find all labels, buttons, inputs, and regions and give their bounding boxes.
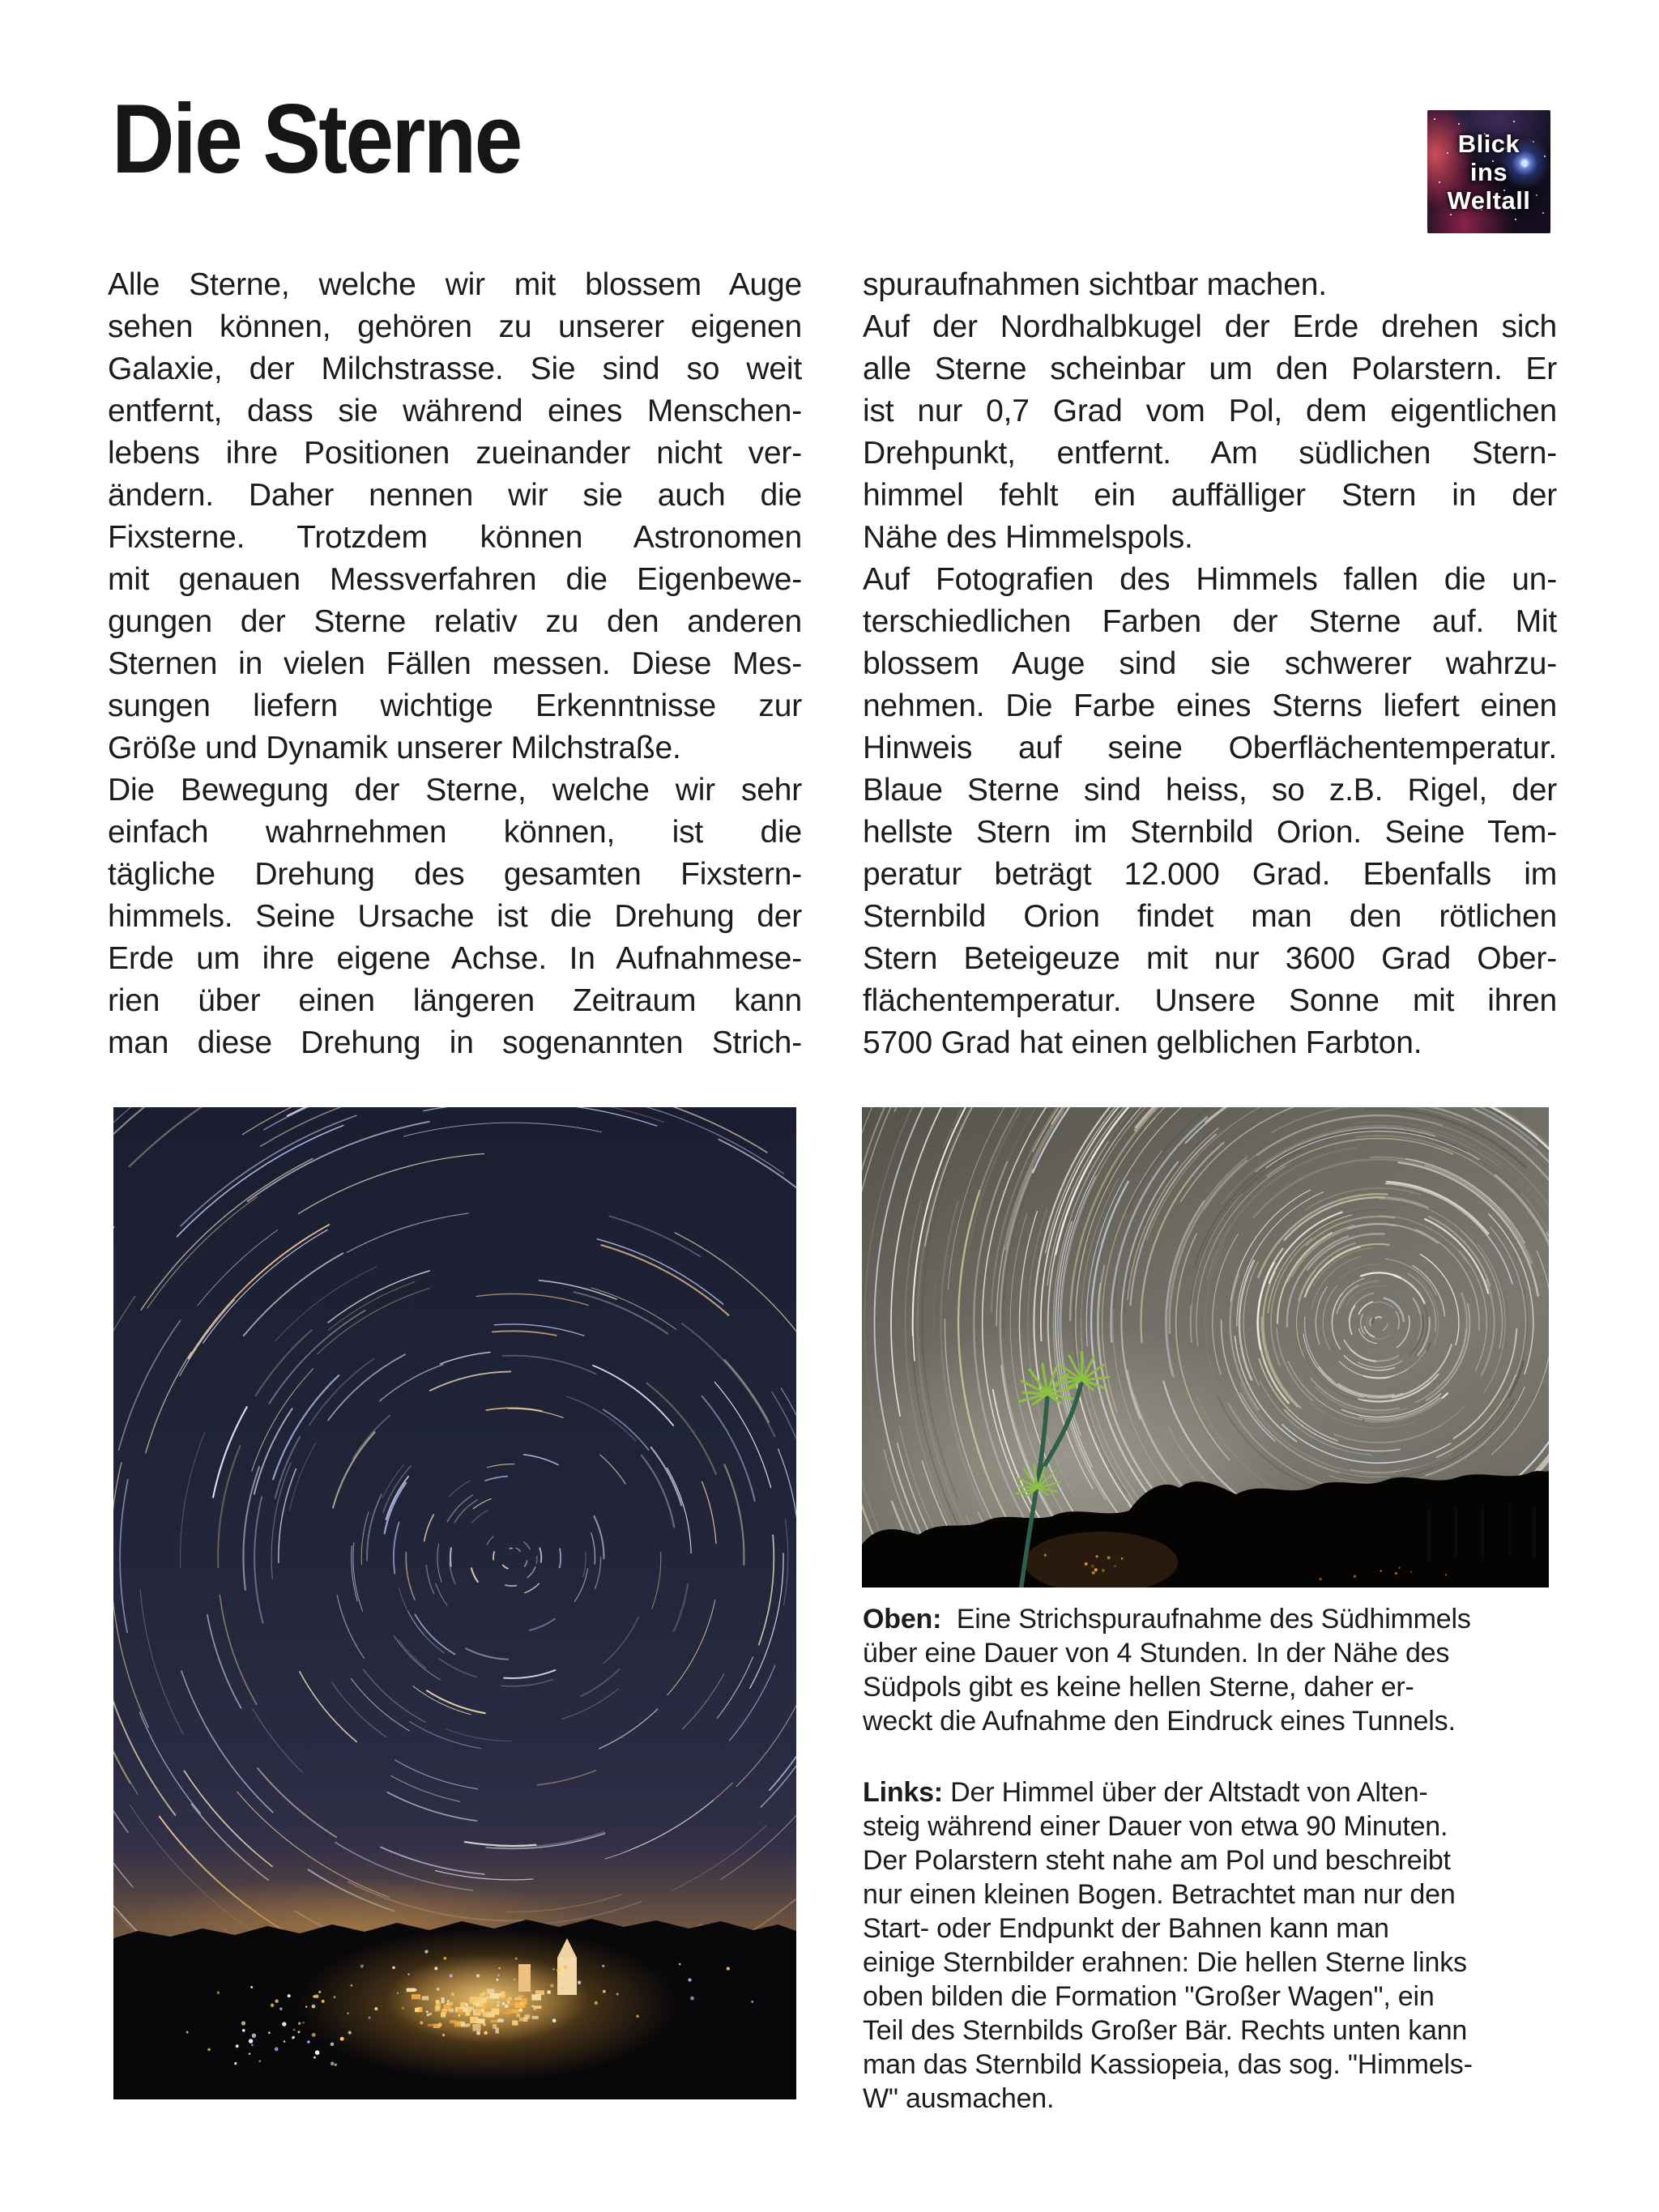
caption-line: oben bilden die Formation "Großer Wagen", ein	[863, 1981, 1435, 2012]
body-text-line: flächentemperatur. Unsere Sonne mit ihren	[863, 983, 1557, 1018]
body-text-line: Sternbild Orion findet man den rötlichen	[863, 899, 1557, 934]
caption-first-line	[863, 1775, 1561, 1809]
caption-label: Oben:	[863, 1604, 942, 1634]
caption-label: Links:	[863, 1777, 943, 1808]
caption-line: über eine Dauer von 4 Stunden. In der Nähe des	[863, 1638, 1450, 1669]
caption-links	[863, 1775, 1561, 2116]
logo-text	[1427, 110, 1550, 233]
caption-line: W" ausmachen.	[863, 2083, 1055, 2114]
caption-line: Der Polarstern steht nahe am Pol und beschreibt	[863, 1845, 1451, 1876]
body-text-line: sungen liefern wichtige Erkenntnisse zur	[108, 688, 802, 723]
body-text-line: Die Bewegung der Sterne, welche wir sehr	[108, 773, 802, 808]
caption-oben	[863, 1602, 1561, 1738]
body-text-line: entfernt, dass sie während eines Menschen-	[108, 394, 802, 428]
caption-line: Südpols gibt es keine hellen Sterne, daher er-	[863, 1672, 1414, 1703]
body-text-line: spuraufnahmen sichtbar machen.	[863, 267, 1327, 302]
caption-text: Eine Strichspuraufnahme des Südhimmels	[941, 1604, 1471, 1634]
body-text-line: lebens ihre Positionen zueinander nicht ver-	[108, 436, 802, 471]
body-text-line: Drehpunkt, entfernt. Am südlichen Stern-	[863, 436, 1557, 471]
body-text-line: Nähe des Himmelspols.	[863, 520, 1193, 555]
body-text-line: Stern Beteigeuze mit nur 3600 Grad Ober-	[863, 941, 1557, 976]
body-text-line: tägliche Drehung des gesamten Fixstern-	[108, 857, 802, 892]
body-text-column-right	[863, 264, 1557, 1064]
body-text-line: Auf Fotografien des Himmels fallen die un-	[863, 562, 1557, 597]
star-trails-south-image	[862, 1107, 1549, 1588]
body-text-line: gungen der Sterne relativ zu den anderen	[108, 604, 802, 639]
body-text-line: himmel fehlt ein auffälliger Stern in der	[863, 478, 1557, 513]
caption-text: Der Himmel über der Altstadt von Alten-	[942, 1777, 1428, 1808]
body-text-line: Erde um ihre eigene Achse. In Aufnahmese-	[108, 941, 802, 976]
body-text-line: alle Sterne scheinbar um den Polarstern. Er	[863, 352, 1557, 386]
caption-lines	[863, 1636, 1561, 1738]
page-title: Die Sterne	[112, 83, 521, 194]
caption-line: weckt die Aufnahme den Eindruck eines Tunnels.	[863, 1706, 1456, 1737]
body-text-line: Blaue Sterne sind heiss, so z.B. Rigel, der	[863, 773, 1557, 808]
body-text-line: Galaxie, der Milchstrasse. Sie sind so weit	[108, 352, 802, 386]
body-text-line: hellste Stern im Sternbild Orion. Seine Tem-	[863, 815, 1557, 850]
body-text-line: Hinweis auf seine Oberflächentemperatur.	[863, 731, 1557, 765]
logo-line: Weltall	[1447, 185, 1531, 215]
caption-line: man das Sternbild Kassiopeia, das sog. "Himmels-	[863, 2049, 1473, 2080]
body-text-line: ändern. Daher nennen wir sie auch die	[108, 478, 802, 513]
body-text-line: man diese Drehung in sogenannten Strich-	[108, 1025, 802, 1060]
caption-line: einige Sternbilder erahnen: Die hellen Sterne links	[863, 1947, 1467, 1978]
body-text-line: peratur beträgt 12.000 Grad. Ebenfalls im	[863, 857, 1557, 892]
body-text-line: ist nur 0,7 Grad vom Pol, dem eigentlichen	[863, 394, 1557, 428]
caption-line: nur einen kleinen Bogen. Betrachtet man nur den	[863, 1879, 1456, 1910]
body-text-line: Auf der Nordhalbkugel der Erde drehen sich	[863, 309, 1557, 344]
body-text-line: mit genauen Messverfahren die Eigenbewe-	[108, 562, 802, 597]
body-text-line: Größe und Dynamik unserer Milchstraße.	[108, 731, 681, 765]
caption-line: Start- oder Endpunkt der Bahnen kann man	[863, 1913, 1389, 1944]
body-text-line: Sternen in vielen Fällen messen. Diese Mes-	[108, 646, 802, 681]
body-text-line: blossem Auge sind sie schwerer wahrzu-	[863, 646, 1557, 681]
body-text-line: 5700 Grad hat einen gelblichen Farbton.	[863, 1025, 1422, 1060]
star-trails-north-image	[113, 1107, 796, 2099]
body-text-line: Fixsterne. Trotzdem können Astronomen	[108, 520, 802, 555]
caption-line: Teil des Sternbilds Großer Bär. Rechts unten kann	[863, 2015, 1468, 2046]
logo-line: ins	[1469, 157, 1508, 186]
caption-line: steig während einer Dauer von etwa 90 Minuten.	[863, 1811, 1448, 1842]
caption-lines	[863, 1809, 1561, 2116]
body-text-line: terschiedlichen Farben der Sterne auf. Mit	[863, 604, 1557, 639]
body-text-line: sehen können, gehören zu unserer eigenen	[108, 309, 802, 344]
body-text-column-left	[108, 264, 802, 1064]
body-text-line: rien über einen längeren Zeitraum kann	[108, 983, 802, 1018]
body-text-line: nehmen. Die Farbe eines Sterns liefert einen	[863, 688, 1557, 723]
body-text-line: einfach wahrnehmen können, ist die	[108, 815, 802, 850]
photo-star-trails-south	[862, 1107, 1549, 1588]
body-text-line: Alle Sterne, welche wir mit blossem Auge	[108, 267, 802, 302]
logo-line: Blick	[1457, 129, 1520, 158]
logo-blick-ins-weltall	[1427, 110, 1550, 233]
body-text-line: himmels. Seine Ursache ist die Drehung der	[108, 899, 802, 934]
caption-first-line	[863, 1602, 1561, 1636]
photo-star-trails-altensteig	[113, 1107, 796, 2099]
